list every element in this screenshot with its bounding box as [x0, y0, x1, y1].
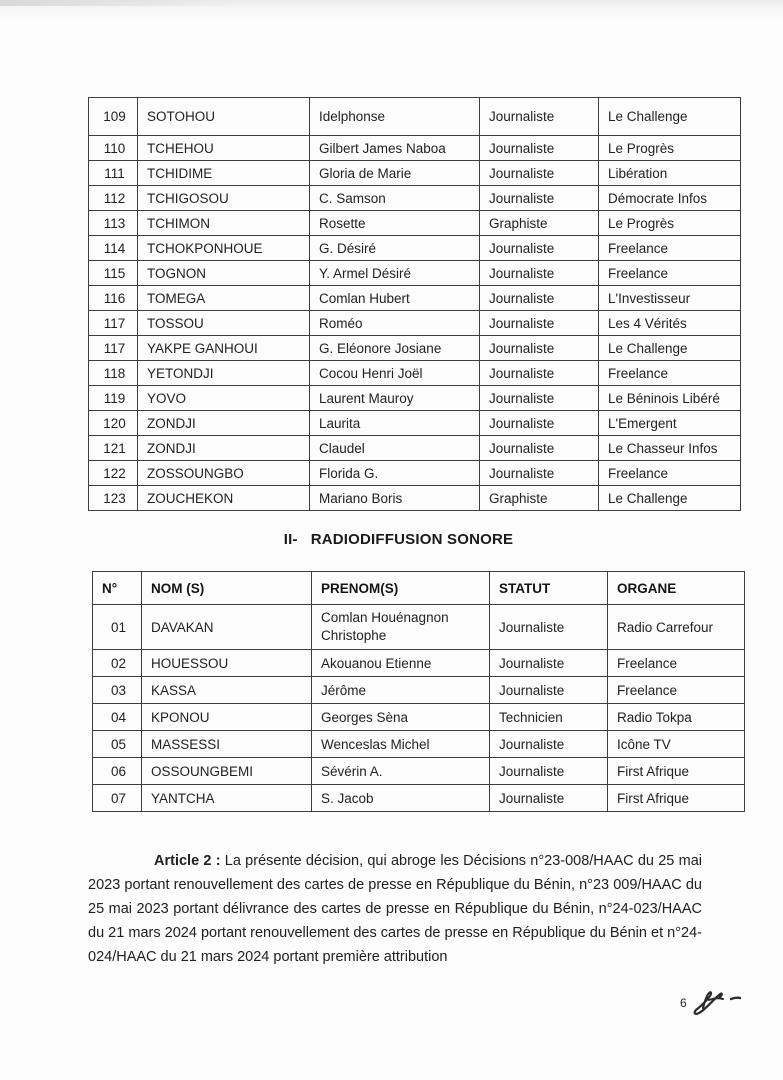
cell-number: 117: [89, 336, 138, 361]
cell-number: 115: [89, 261, 138, 286]
header-cell-statut: STATUT: [490, 572, 608, 605]
cell-number: 02: [93, 650, 142, 677]
cell-prenom: Laurent Mauroy: [310, 386, 480, 411]
table-row: [89, 486, 741, 511]
cell-prenom: Florida G.: [310, 461, 480, 486]
table-row: [89, 411, 741, 436]
cell-statut: Journaliste: [490, 650, 608, 677]
table-row: [93, 785, 745, 812]
cell-prenom: Y. Armel Désiré: [310, 261, 480, 286]
radiodiffusion-table-body: [93, 605, 745, 812]
cell-prenom: Rosette: [310, 211, 480, 236]
cell-prenom: Sévérin A.: [312, 758, 490, 785]
cell-number: 111: [89, 161, 138, 186]
cell-statut: Journaliste: [490, 758, 608, 785]
article-2-text: La présente décision, qui abroge les Décisions n°23-008/HAAC du 25 mai 2023 portant renouvellement des cartes de presse en République du Bénin, n°23 009/HAAC du 25 mai 2023 portant délivrance des cartes de presse en République du Bénin, n°24-023/HAAC du 21 mars 2024 portant renouvellement des cartes de presse en République du Bénin et n°24-024/HAAC du 21 mars 2024 portant première attribution: [88, 853, 702, 965]
cell-prenom: Akouanou Etienne: [312, 650, 490, 677]
cell-organe: Freelance: [599, 261, 741, 286]
section-numeral: II-: [283, 531, 298, 548]
cell-number: 120: [89, 411, 138, 436]
cell-number: 119: [89, 386, 138, 411]
cell-number: 121: [89, 436, 138, 461]
cell-statut: Journaliste: [490, 785, 608, 812]
radiodiffusion-table-header: [93, 572, 745, 605]
cell-prenom: Claudel: [310, 436, 480, 461]
cell-statut: Journaliste: [480, 186, 599, 211]
article-2-paragraph: [88, 849, 702, 969]
cell-nom: YANTCHA: [142, 785, 312, 812]
table-row: [89, 311, 741, 336]
cell-organe: Le Béninois Libéré: [599, 386, 741, 411]
table-row: [93, 731, 745, 758]
cell-statut: Journaliste: [480, 361, 599, 386]
page-number: 6: [680, 996, 687, 1010]
cell-number: 123: [89, 486, 138, 511]
cell-number: 114: [89, 236, 138, 261]
cell-nom: HOUESSOU: [142, 650, 312, 677]
cell-nom: ZOSSOUNGBO: [138, 461, 310, 486]
table-row: [89, 286, 741, 311]
table-row: [93, 650, 745, 677]
cell-nom: TOGNON: [138, 261, 310, 286]
cell-nom: TCHIGOSOU: [138, 186, 310, 211]
cell-prenom: Comlan Hubert: [310, 286, 480, 311]
table-row: [89, 336, 741, 361]
cell-nom: ZOUCHEKON: [138, 486, 310, 511]
cell-nom: TCHOKPONHOUE: [138, 236, 310, 261]
cell-number: 07: [93, 785, 142, 812]
cell-organe: Libération: [599, 161, 741, 186]
cell-nom: TCHIDIME: [138, 161, 310, 186]
cell-nom: KPONOU: [142, 704, 312, 731]
table-row: [93, 758, 745, 785]
cell-number: 109: [89, 98, 138, 136]
cell-number: 110: [89, 136, 138, 161]
cell-organe: Le Challenge: [599, 486, 741, 511]
cell-prenom: C. Samson: [310, 186, 480, 211]
cell-nom: YOVO: [138, 386, 310, 411]
header-row: [93, 572, 745, 605]
cell-number: 116: [89, 286, 138, 311]
cell-number: 03: [93, 677, 142, 704]
cell-organe: Freelance: [608, 650, 745, 677]
cell-organe: First Afrique: [608, 758, 745, 785]
radiodiffusion-table: [92, 571, 745, 812]
table-row: [93, 605, 745, 650]
section-heading-radiodiffusion: [0, 531, 783, 548]
cell-organe: First Afrique: [608, 785, 745, 812]
cell-nom: TCHEHOU: [138, 136, 310, 161]
cell-organe: Freelance: [599, 236, 741, 261]
cell-statut: Technicien: [490, 704, 608, 731]
cell-number: 117: [89, 311, 138, 336]
cell-prenom: Cocou Henri Joël: [310, 361, 480, 386]
table-row: [89, 361, 741, 386]
cell-prenom: Laurita: [310, 411, 480, 436]
cell-organe: Le Progrès: [599, 136, 741, 161]
cell-number: 122: [89, 461, 138, 486]
cell-organe: Radio Carrefour: [608, 605, 745, 650]
cell-prenom: G. Eléonore Josiane: [310, 336, 480, 361]
cell-nom: MASSESSI: [142, 731, 312, 758]
cell-prenom: Gloria de Marie: [310, 161, 480, 186]
section-title: RADIODIFFUSION SONORE: [310, 531, 514, 548]
cell-statut: Journaliste: [480, 461, 599, 486]
cell-number: 01: [93, 605, 142, 650]
cell-nom: DAVAKAN: [142, 605, 312, 650]
cell-statut: Journaliste: [490, 731, 608, 758]
cell-prenom: Roméo: [310, 311, 480, 336]
cell-statut: Journaliste: [480, 336, 599, 361]
table-row: [89, 436, 741, 461]
cell-organe: Le Progrès: [599, 211, 741, 236]
press-cards-table-continuation: [88, 97, 741, 511]
cell-statut: Graphiste: [480, 486, 599, 511]
cell-prenom: Jérôme: [312, 677, 490, 704]
cell-organe: Freelance: [608, 677, 745, 704]
press-cards-table-body: [89, 98, 741, 511]
cell-statut: Journaliste: [490, 605, 608, 650]
article-2-label: Article 2 :: [154, 853, 221, 869]
cell-statut: Journaliste: [480, 261, 599, 286]
cell-organe: Les 4 Vérités: [599, 311, 741, 336]
signature-paraph-icon: [689, 986, 747, 1018]
table-row: [89, 186, 741, 211]
cell-nom: TOMEGA: [138, 286, 310, 311]
cell-statut: Journaliste: [480, 136, 599, 161]
cell-statut: Journaliste: [480, 236, 599, 261]
table-row: [89, 461, 741, 486]
cell-statut: Journaliste: [480, 286, 599, 311]
cell-organe: Freelance: [599, 461, 741, 486]
table-row: [89, 236, 741, 261]
cell-nom: YETONDJI: [138, 361, 310, 386]
cell-prenom: S. Jacob: [312, 785, 490, 812]
header-cell-nom: NOM (S): [142, 572, 312, 605]
scan-smudge-mark: [0, 0, 240, 6]
cell-organe: L'Emergent: [599, 411, 741, 436]
cell-number: 06: [93, 758, 142, 785]
cell-organe: Démocrate Infos: [599, 186, 741, 211]
cell-nom: OSSOUNGBEMI: [142, 758, 312, 785]
cell-statut: Journaliste: [480, 436, 599, 461]
cell-nom: ZONDJI: [138, 436, 310, 461]
cell-statut: Journaliste: [480, 311, 599, 336]
cell-number: 05: [93, 731, 142, 758]
cell-prenom: Gilbert James Naboa: [310, 136, 480, 161]
cell-statut: Graphiste: [480, 211, 599, 236]
cell-prenom: Idelphonse: [310, 98, 480, 136]
cell-statut: Journaliste: [480, 386, 599, 411]
cell-prenom: Mariano Boris: [310, 486, 480, 511]
cell-statut: Journaliste: [480, 411, 599, 436]
cell-statut: Journaliste: [480, 98, 599, 136]
cell-organe: Icône TV: [608, 731, 745, 758]
cell-number: 04: [93, 704, 142, 731]
table-row: [89, 136, 741, 161]
table-row: [89, 161, 741, 186]
cell-organe: Freelance: [599, 361, 741, 386]
cell-prenom: Comlan Houénagnon Christophe: [312, 605, 490, 650]
cell-organe: L'Investisseur: [599, 286, 741, 311]
cell-nom: TCHIMON: [138, 211, 310, 236]
header-cell-organe: ORGANE: [608, 572, 745, 605]
cell-organe: Le Challenge: [599, 98, 741, 136]
cell-statut: Journaliste: [480, 161, 599, 186]
cell-number: 112: [89, 186, 138, 211]
cell-prenom: Wenceslas Michel: [312, 731, 490, 758]
cell-number: 113: [89, 211, 138, 236]
cell-nom: SOTOHOU: [138, 98, 310, 136]
table-row: [89, 211, 741, 236]
table-row: [89, 261, 741, 286]
header-cell-prenom: PRENOM(S): [312, 572, 490, 605]
header-cell-number: N°: [93, 572, 142, 605]
cell-prenom: Georges Sèna: [312, 704, 490, 731]
cell-nom: KASSA: [142, 677, 312, 704]
cell-nom: ZONDJI: [138, 411, 310, 436]
cell-number: 118: [89, 361, 138, 386]
table-row: [89, 386, 741, 411]
cell-organe: Le Chasseur Infos: [599, 436, 741, 461]
cell-organe: Le Challenge: [599, 336, 741, 361]
cell-nom: YAKPE GANHOUI: [138, 336, 310, 361]
table-row: [93, 704, 745, 731]
table-row: [89, 98, 741, 136]
cell-nom: TOSSOU: [138, 311, 310, 336]
cell-prenom: G. Désiré: [310, 236, 480, 261]
table-row: [93, 677, 745, 704]
cell-organe: Radio Tokpa: [608, 704, 745, 731]
cell-statut: Journaliste: [490, 677, 608, 704]
